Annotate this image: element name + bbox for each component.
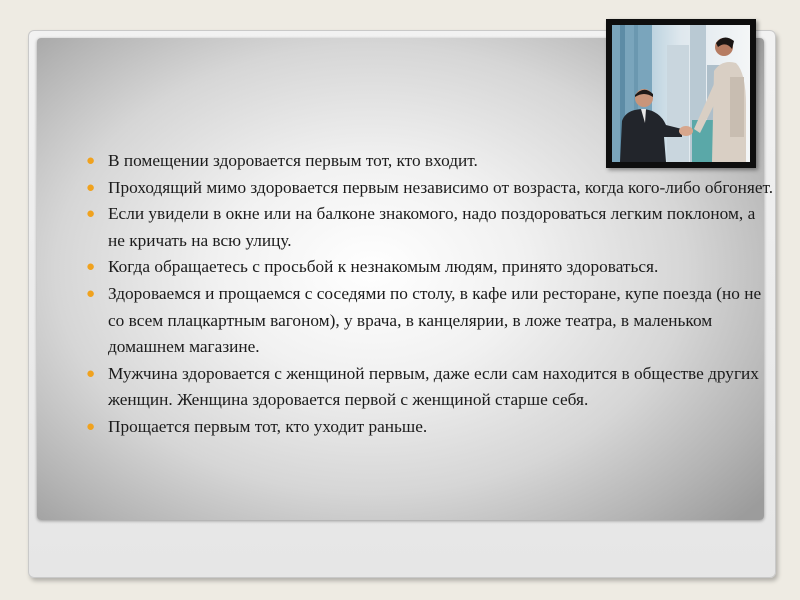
list-item	[86, 281, 776, 361]
bullet-marker: ●	[86, 365, 96, 382]
bullet-list	[86, 148, 776, 441]
bullet-text: Прощается первым тот, кто уходит раньше.	[108, 416, 428, 436]
bullet-marker: ●	[86, 418, 96, 435]
bullet-text: В помещении здоровается первым тот, кто входит.	[108, 151, 478, 170]
bullet-text: Проходящий мимо здоровается первым независимо от возраста, когда кого-либо обгоняет.	[108, 177, 774, 197]
list-item	[86, 148, 776, 175]
business-handshake-photo	[606, 19, 756, 168]
bullet-marker: ●	[86, 259, 96, 276]
bullet-marker: ●	[86, 179, 96, 196]
list-item	[86, 361, 776, 414]
list-item	[86, 201, 776, 254]
list-item	[86, 175, 776, 202]
bullet-marker: ●	[86, 153, 96, 169]
bullet-text: Здороваемся и прощаемся с соседями по столу, в кафе или ресторане, купе поезда (но не со всем плацкартным вагоном), у врача, в канцелярии, в ложе театра, в маленьком домашнем магазине.	[108, 283, 762, 357]
bullet-text: Когда обращаетесь с просьбой к незнакомым людям, принято здороваться.	[108, 257, 659, 277]
bullet-marker: ●	[86, 206, 96, 223]
bullet-text: Если увидели в окне или на балконе знакомого, надо поздороваться легким поклоном, а не кричать на всю улицу.	[108, 204, 756, 250]
bullet-text: Мужчина здоровается с женщиной первым, даже если сам находится в обществе других женщин. Женщина здоровается первой с женщиной старше себя.	[108, 363, 759, 410]
list-item	[86, 254, 776, 281]
bullet-marker: ●	[86, 285, 96, 302]
list-item	[86, 414, 776, 441]
